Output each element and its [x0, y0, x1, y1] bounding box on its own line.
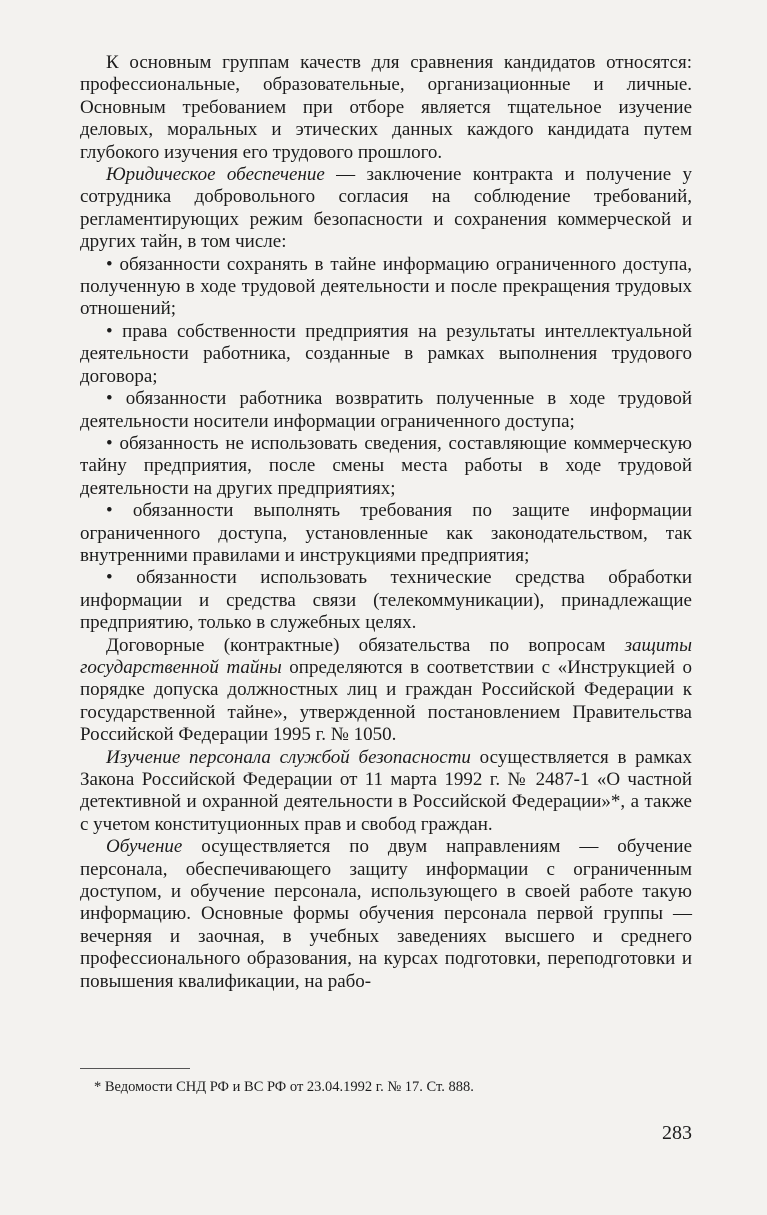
text-run: К основным группам качеств для сравнения кандидатов относятся: профессиональные, образовательные, организационные и личные. Основным требованием при отборе является тщательное изучение деловых, моральных и этических данных каждого кандидата путем глубокого изучения его трудового прошлого.: [80, 52, 692, 163]
text-run: обязанности выполнять требования по защите информации ограниченного доступа, установленные как законодательством, так внутренними правилами и инструкциями предприятия;: [80, 500, 692, 566]
bullet-marker: [106, 500, 133, 521]
text-run: обязанности использовать технические средства обработки информации и средства связи (телекоммуникации), принадлежащие предприятию, только в служебных целях.: [80, 567, 693, 634]
bullet-marker: [106, 433, 119, 454]
paragraph: [80, 52, 692, 164]
text-run: — заключение контракта и получение у сотрудника добровольного согласия на соблюдение требований, регламентирующих режим безопасности и сохранения коммерческой и других тайн, в том числе:: [80, 164, 692, 253]
page-number: 283: [662, 1122, 692, 1144]
text-run: права собственности предприятия на результаты интеллектуальной деятельности работника, созданные в рамках выполнения трудового договора;: [80, 320, 692, 387]
bullet-paragraph: [80, 321, 692, 388]
bullet-marker: [106, 254, 120, 275]
text-run: осуществляется по двум направлениям — обучение персонала, обеспечивающего защиту информации с ограниченным доступом, и обучение персонала, использующего в своей работе такую информацию. Основные формы обучения персонала первой группы — вечерняя и заочная, в учебных заведениях высшего и среднего профессионального образования, на курсах подготовки, переподготовки и повышения квалификации, на рабо-: [80, 836, 692, 992]
bullet-marker: [106, 388, 126, 409]
italic-term: Изучение персонала службой безопасности: [106, 746, 471, 768]
bullet-paragraph: [80, 254, 692, 321]
text-run: обязанность не использовать сведения, составляющие коммерческую тайну предприятия, после смены места работы в ходе трудовой деятельности на других предприятиях;: [80, 432, 692, 499]
italic-term: защиты государственной тайны: [80, 634, 692, 678]
paragraph: [80, 635, 692, 747]
paragraph: [80, 747, 692, 837]
footnote-rule: [80, 1068, 190, 1069]
text-run: определяются в соответствии с «Инструкцией о порядке допуска должностных лиц и граждан Российской Федерации к государственной тайне», утвержденной постановлением Правительства Российской Федерации 1995 г. № 1050.: [80, 656, 693, 746]
italic-term: Обучение: [106, 836, 183, 858]
text-run: обязанности сохранять в тайне информацию ограниченного доступа, полученную в ходе трудовой деятельности и после прекращения трудовых отношений;: [80, 253, 692, 320]
body-text: [80, 52, 692, 993]
bullet-marker: [106, 321, 122, 342]
bullet-paragraph: [80, 567, 692, 634]
bullet-paragraph: [80, 388, 692, 433]
bullet-paragraph: [80, 500, 692, 567]
text-run: осуществляется в рамках Закона Российской Федерации от 11 марта 1992 г. № 2487-1 «О частной детективной и охранной деятельности в Российской Федерации»*, а также с учетом конституционных прав и свобод граждан.: [80, 746, 692, 835]
text-run: обязанности работника возвратить полученные в ходе трудовой деятельности носители информации ограниченного доступа;: [80, 388, 693, 432]
italic-term: Юридическое обеспечение: [106, 164, 325, 186]
footnote: * Ведомости СНД РФ и ВС РФ от 23.04.1992 г. № 17. Ст. 888.: [94, 1079, 474, 1095]
paragraph: [80, 164, 692, 254]
paragraph: [80, 836, 692, 993]
bullet-paragraph: [80, 433, 692, 500]
text-run: Договорные (контрактные) обязательства по вопросам: [106, 634, 625, 656]
bullet-marker: [106, 567, 136, 588]
